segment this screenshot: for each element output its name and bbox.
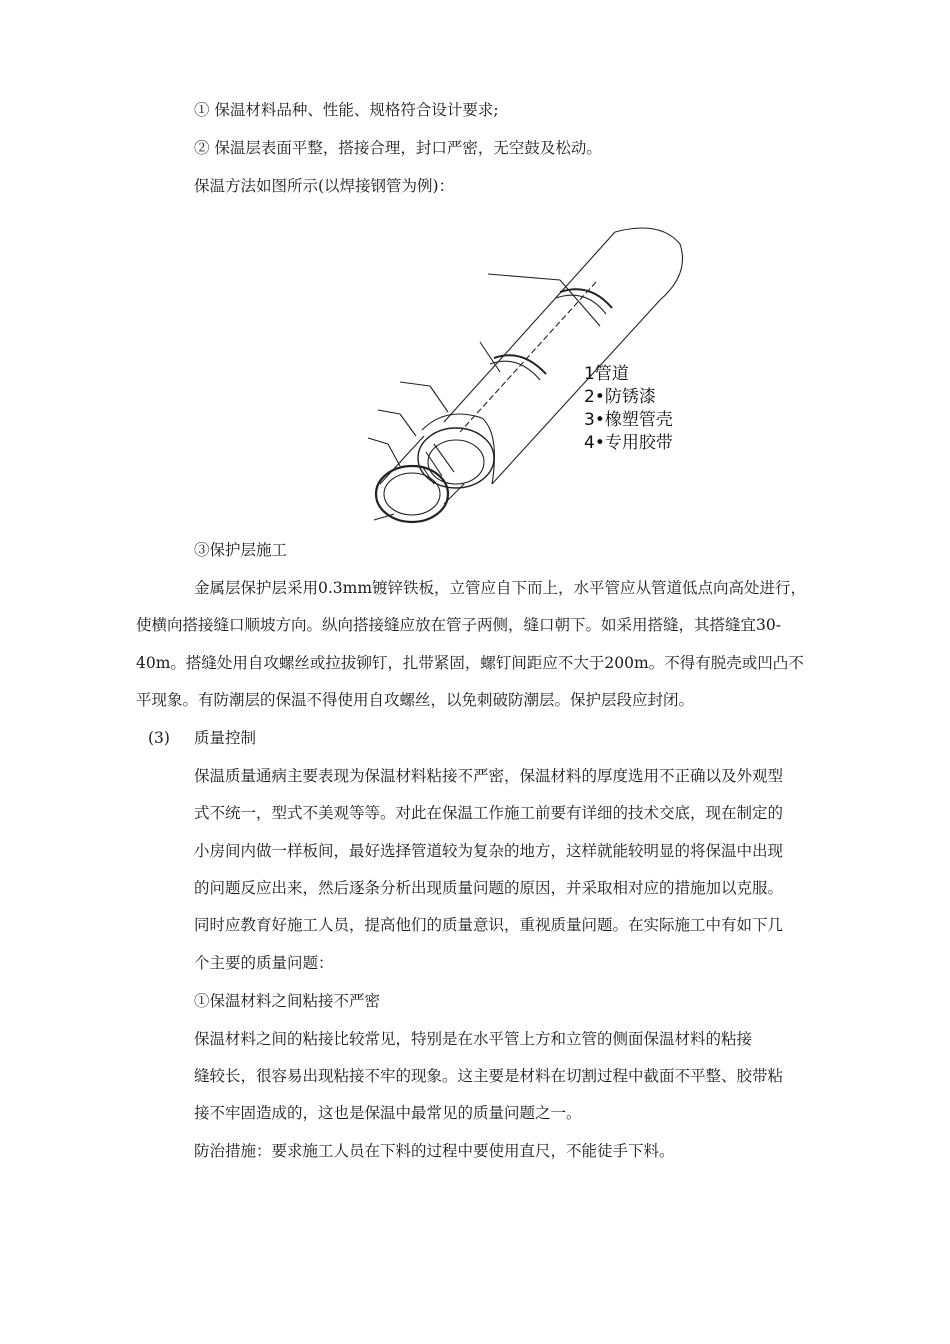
legend-rubber-shell: 3•橡塑管壳 (584, 410, 673, 430)
quality-sub-line-1: 保温材料之间的粘接比较常见，特别是在水平管上方和立管的侧面保温材料的粘接 (194, 1030, 753, 1048)
protection-line-2: 使横向搭接缝口顺坡方向。纵向搭接缝应放在管子两侧，缝口朝下。如采用搭缝，其搭缝宜30- (136, 616, 781, 634)
protection-line-4: 平现象。有防潮层的保温不得使用自攻螺丝，以免刺破防潮层。保护层段应封闭。 (136, 691, 695, 709)
quality-line-3: 小房间内做一样板间，最好选择管道较为复杂的地方，这样就能较明显的将保温中出现 (194, 842, 784, 860)
legend-pipe: 1管道 (584, 364, 629, 384)
quality-line-2: 式不统一，型式不美观等等。对此在保温工作施工前要有详细的技术交底，现在制定的 (194, 804, 784, 822)
pipe-insulation-drawing (360, 222, 690, 538)
quality-sub-line-2: 缝较长，很容易出现粘接不牢的现象。这主要是材料在切割过程中截面不平整、胶带粘 (194, 1067, 784, 1085)
requirement-item-2: ② 保温层表面平整，搭接合理，封口严密，无空鼓及松动。 (194, 139, 602, 157)
quality-line-1: 保温质量通病主要表现为保温材料粘接不严密，保温材料的厚度选用不正确以及外观型 (194, 767, 784, 785)
quality-line-6: 个主要的质量问题： (194, 954, 334, 972)
quality-line-5: 同时应教育好施工人员，提高他们的质量意识，重视质量问题。在实际施工中有如下几 (194, 916, 784, 934)
quality-measure: 防治措施：要求施工人员在下料的过程中要使用直尺，不能徒手下料。 (194, 1142, 675, 1160)
requirement-item-1: ① 保温材料品种、性能、规格符合设计要求; (194, 101, 499, 119)
protection-heading: ③保护层施工 (194, 541, 288, 559)
quality-title: 质量控制 (194, 729, 257, 747)
legend-rust-paint: 2•防锈漆 (584, 387, 656, 407)
quality-number: (3) (148, 729, 170, 747)
quality-sub-line-3: 接不牢固造成的，这也是保温中最常见的质量问题之一。 (194, 1104, 582, 1122)
quality-line-4: 的问题反应出来，然后逐条分析出现质量问题的原因，并采取相对应的措施加以克服。 (194, 879, 784, 897)
quality-sub-heading: ①保温材料之间粘接不严密 (194, 992, 381, 1010)
method-intro: 保温方法如图所示(以焊接钢管为例)： (194, 177, 455, 195)
pipe-insulation-figure (360, 222, 690, 538)
legend-special-tape: 4•专用胶带 (584, 433, 673, 453)
protection-line-3: 40m。搭缝处用自攻螺丝或拉拔铆钉，扎带紧固，螺钉间距应不大于200m。不得有脱壳或凹凸不 (136, 654, 804, 672)
protection-line-1: 金属层保护层采用0.3mm镀锌铁板，立管应自下而上，水平管应从管道低点向高处进行， (194, 579, 807, 597)
